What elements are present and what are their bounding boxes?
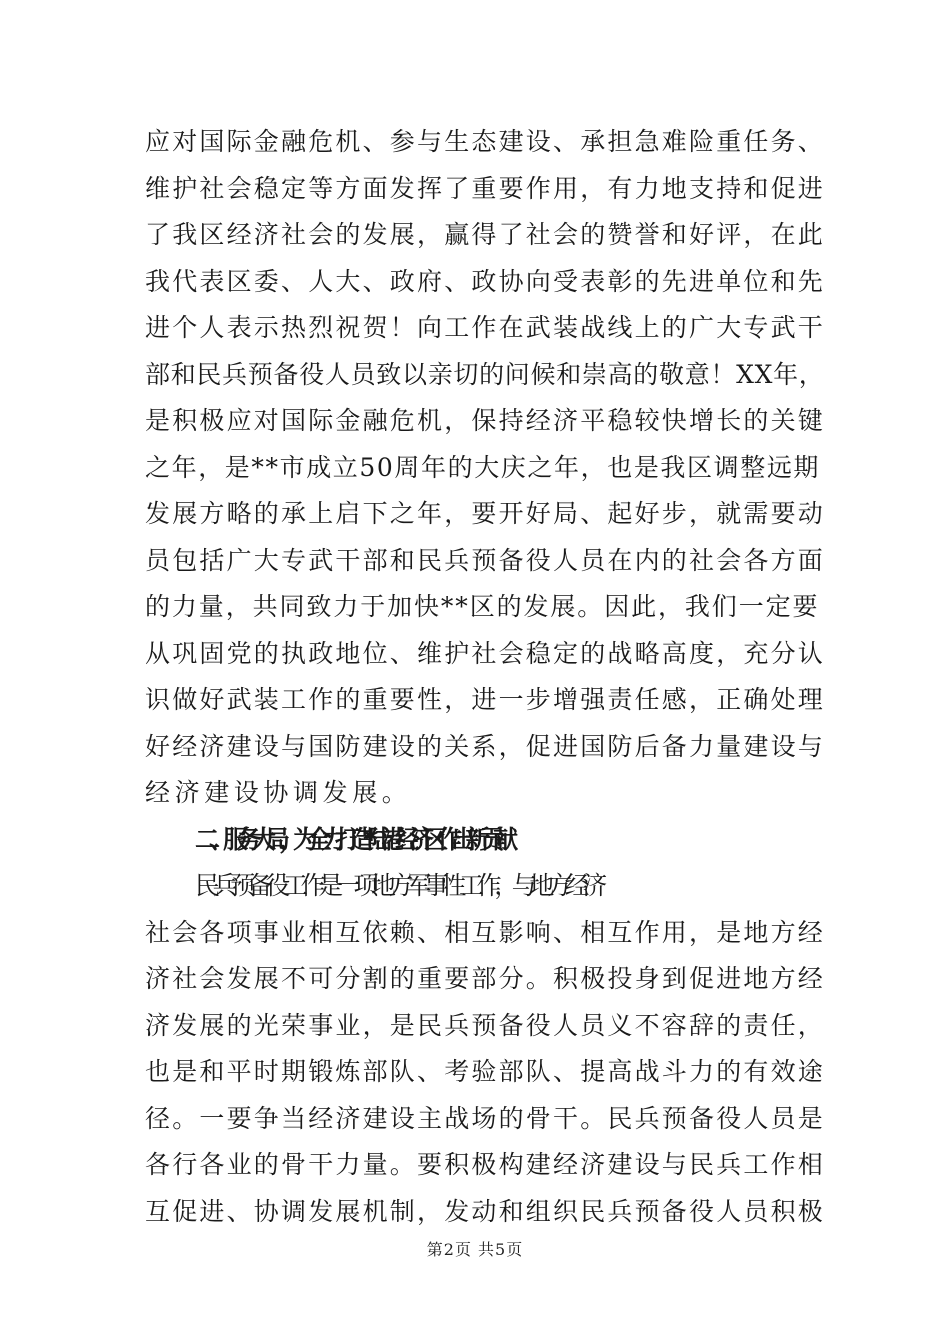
paragraph-line: 了我区经济社会的发展，赢得了社会的赞誉和好评，在此 (145, 220, 826, 249)
section-heading: 二、服务大局，为全力打造**陆港经济区作出新贡献 (195, 825, 508, 854)
paragraph-line: 民兵预备役工作是一项地方军事性工作，与地方经济 (195, 871, 600, 900)
paragraph-line: 部和民兵预备役人员致以亲切的问候和崇高的敬意！XX年， (145, 360, 825, 389)
paragraph-line: 社会各项事业相互依赖、相互影响、相互作用，是地方经 (145, 918, 826, 947)
paragraph-line: 发展方略的承上启下之年，要开好局、起好步，就需要动 (145, 499, 826, 528)
paragraph-line: 济发展的光荣事业，是民兵预备役人员义不容辞的责任， (145, 1011, 826, 1040)
paragraph-line: 从巩固党的执政地位、维护社会稳定的战略高度，充分认 (145, 639, 826, 668)
paragraph-line: 应对国际金融危机、参与生态建设、承担急难险重任务、 (145, 127, 826, 156)
paragraph-line: 是积极应对国际金融危机，保持经济平稳较快增长的关键 (145, 406, 826, 435)
paragraph-line: 济社会发展不可分割的重要部分。积极投身到促进地方经 (145, 964, 826, 993)
paragraph-line: 维护社会稳定等方面发挥了重要作用，有力地支持和促进 (145, 174, 826, 203)
paragraph-line: 进个人表示热烈祝贺！向工作在武装战线上的广大专武干 (145, 313, 826, 342)
paragraph-line: 也是和平时期锻炼部队、考验部队、提高战斗力的有效途 (145, 1057, 826, 1086)
paragraph-line: 识做好武装工作的重要性，进一步增强责任感，正确处理 (145, 685, 826, 714)
paragraph-line: 我代表区委、人大、政府、政协向受表彰的先进单位和先 (145, 267, 826, 296)
paragraph-line: 经济建设协调发展。 (145, 778, 412, 807)
page-number-footer: 第2页 共5页 (426, 1240, 524, 1259)
paragraph-line: 好经济建设与国防建设的关系，促进国防后备力量建设与 (145, 732, 826, 761)
paragraph-line: 的力量，共同致力于加快**区的发展。因此，我们一定要 (145, 592, 820, 621)
paragraph-line: 员包括广大专武干部和民兵预备役人员在内的社会各方面 (145, 546, 826, 575)
paragraph-line: 互促进、协调发展机制，发动和组织民兵预备役人员积极 (145, 1197, 826, 1226)
paragraph-line: 之年，是**市成立50周年的大庆之年，也是我区调整远期 (145, 453, 821, 482)
paragraph-line: 径。一要争当经济建设主战场的骨干。民兵预备役人员是 (145, 1104, 826, 1133)
paragraph-line: 各行各业的骨干力量。要积极构建经济建设与民兵工作相 (145, 1150, 826, 1179)
